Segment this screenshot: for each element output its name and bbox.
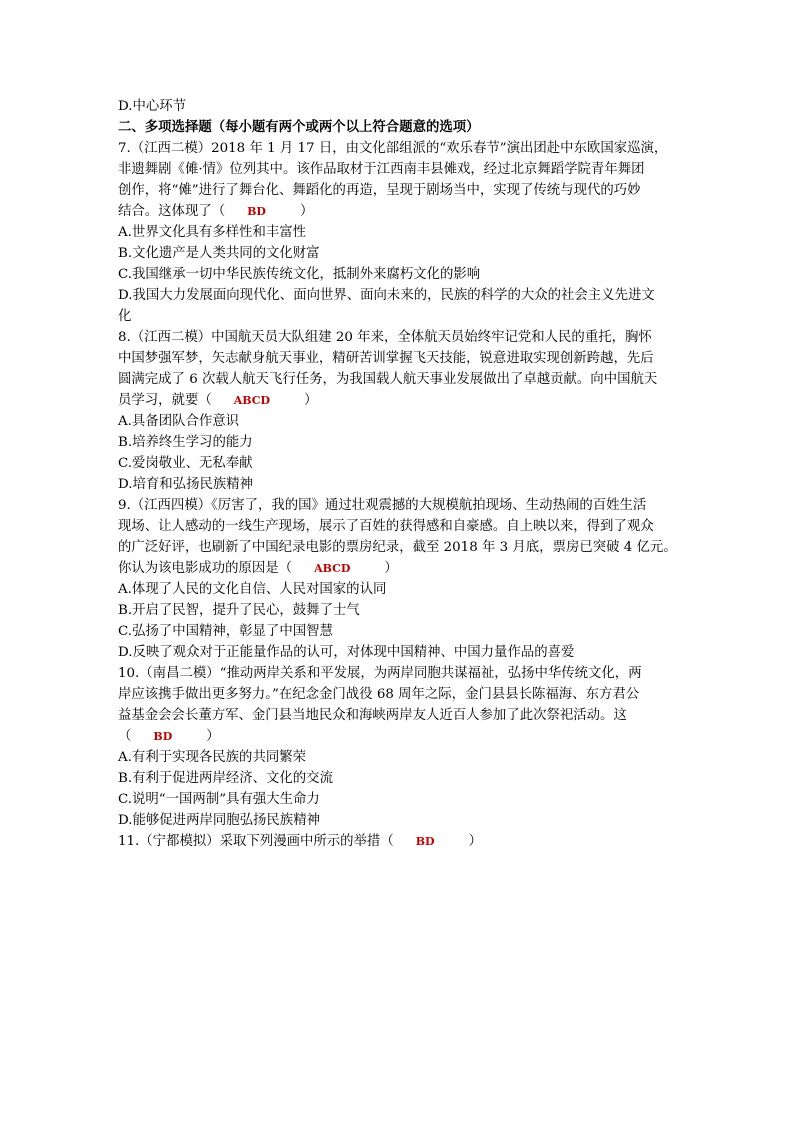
stem-text: 中国梦强军梦，矢志献身航天事业，精研苦训掌握飞天技能，锐意进取实现创新跨越，先后 — [118, 351, 654, 366]
answer-option: C.弘扬了中国精神，彰显了中国智慧 — [118, 624, 333, 639]
close-paren: ） — [304, 393, 318, 408]
stem-text: 7.（江西二模）2018 年 1 月 17 日，由文化部组派的“欢乐春节”演出团赴中东欧国家巡演， — [118, 141, 668, 156]
question-stem-line — [118, 558, 678, 579]
answer-option: D.培育和弘扬民族精神 — [118, 477, 254, 492]
answer-option: D.能够促进两岸同胞弘扬民族精神 — [118, 813, 320, 828]
answer-option: D.我国大力发展面向现代化、面向世界、面向未来的，民族的科学的大众的社会主义先进文 — [118, 288, 655, 303]
question-stem-line — [118, 369, 678, 390]
section-title: 二、多项选择题（每小题有两个或两个以上符合题意的选项） — [118, 119, 480, 135]
question-block — [118, 495, 678, 663]
answer-option: A.有利于实现各民族的共同繁荣 — [118, 750, 307, 765]
question-list — [118, 138, 678, 852]
question-block — [118, 138, 678, 327]
stem-text: 岸应该携手做出更多努力。”在纪念金门战役 68 周年之际，金门县县长陈福海、东方君公 — [118, 687, 640, 702]
question-stem-line — [118, 495, 678, 516]
close-paren: ） — [384, 561, 398, 576]
stem-text: 非遗舞剧《傩·情》位列其中。该作品取材于江西南丰县傩戏，经过北京舞蹈学院青年舞团 — [118, 162, 645, 177]
answer-option: B.开启了民智，提升了民心，鼓舞了士气 — [118, 603, 360, 618]
document-page — [118, 96, 678, 852]
question-stem-line — [118, 348, 678, 369]
answer-key: ABCD — [233, 394, 271, 407]
close-paren: ） — [206, 729, 220, 744]
question-block — [118, 663, 678, 831]
answer-option: C.我国继承一切中华民族传统文化，抵制外来腐朽文化的影响 — [118, 267, 481, 282]
question-stem-line — [118, 684, 678, 705]
question-stem-line — [118, 663, 678, 684]
question-block — [118, 831, 678, 852]
option-line: D.中心环节 — [118, 99, 187, 114]
answer-option: A.具备团队合作意识 — [118, 414, 240, 429]
stem-text: 员学习，就要（ — [118, 393, 212, 408]
question-stem-line — [118, 705, 678, 726]
question-stem-line — [118, 138, 678, 159]
question-stem-line — [118, 726, 678, 747]
answer-key: ABCD — [314, 562, 351, 575]
question-stem-line — [118, 831, 678, 852]
stem-text: 创作，将“傩”进行了舞台化、舞蹈化的再造，呈现于剧场当中，实现了传统与现代的巧妙 — [118, 183, 641, 198]
answer-key: BD — [415, 835, 435, 848]
close-paren: ） — [299, 204, 314, 219]
question-stem-line — [118, 327, 678, 348]
question-stem-line — [118, 201, 678, 222]
answer-option: B.文化遗产是人类共同的文化财富 — [118, 246, 320, 261]
answer-option: B.培养终生学习的能力 — [118, 435, 253, 450]
question-stem-line — [118, 537, 678, 558]
question-stem-line — [118, 180, 678, 201]
answer-option: C.说明“一国两制”具有强大生命力 — [118, 792, 320, 807]
stem-text: 的广泛好评，也刷新了中国纪录电影的票房纪录，截至 2018 年 3 月底，票房已突破 4 亿元。 — [118, 540, 677, 555]
answer-key: BD — [247, 205, 266, 218]
stem-text: 现场、让人感动的一线生产现场，展示了百姓的获得感和自豪感。自上映以来，得到了观众 — [118, 519, 654, 534]
answer-option: A.体现了人民的文化自信、人民对国家的认同 — [118, 582, 387, 597]
question-stem-line — [118, 516, 678, 537]
stem-text: 9.（江西四模）《厉害了，我的国》通过壮观震撼的大规模航拍现场、生动热闹的百姓生活 — [118, 498, 647, 513]
close-paren: ） — [468, 834, 482, 849]
answer-option: A.世界文化具有多样性和丰富性 — [118, 225, 307, 240]
answer-option: C.爱岗敬业、无私奉献 — [118, 456, 253, 471]
stem-text: 8.（江西二模）中国航天员大队组建 20 年来，全体航天员始终牢记党和人民的重托，胸怀 — [118, 330, 652, 345]
stem-text: 益基金会会长董方军、金门县当地民众和海峡两岸友人近百人参加了此次祭祀活动。这 — [118, 708, 627, 723]
stem-text: （ — [118, 729, 132, 744]
answer-option: 化 — [118, 309, 132, 324]
question-stem-line — [118, 159, 678, 180]
stem-text: 结合。这体现了（ — [118, 204, 226, 219]
stem-text: 10.（南昌二模）“推动两岸关系和平发展，为两岸同胞共谋福祉，弘扬中华传统文化，两 — [118, 666, 642, 681]
stem-text: 11.（宁都模拟）采取下列漫画中所示的举措（ — [118, 834, 394, 849]
answer-option: D.反映了观众对于正能量作品的认可，对体现中国精神、中国力量作品的喜爱 — [118, 645, 575, 660]
answer-key: BD — [153, 730, 173, 743]
question-block — [118, 327, 678, 495]
stem-text: 你认为该电影成功的原因是（ — [118, 561, 293, 576]
stem-text: 圆满完成了 6 次载人航天飞行任务，为我国载人航天事业发展做出了卓越贡献。向中国航天 — [118, 372, 658, 387]
answer-option: B.有利于促进两岸经济、文化的交流 — [118, 771, 333, 786]
question-stem-line — [118, 390, 678, 411]
